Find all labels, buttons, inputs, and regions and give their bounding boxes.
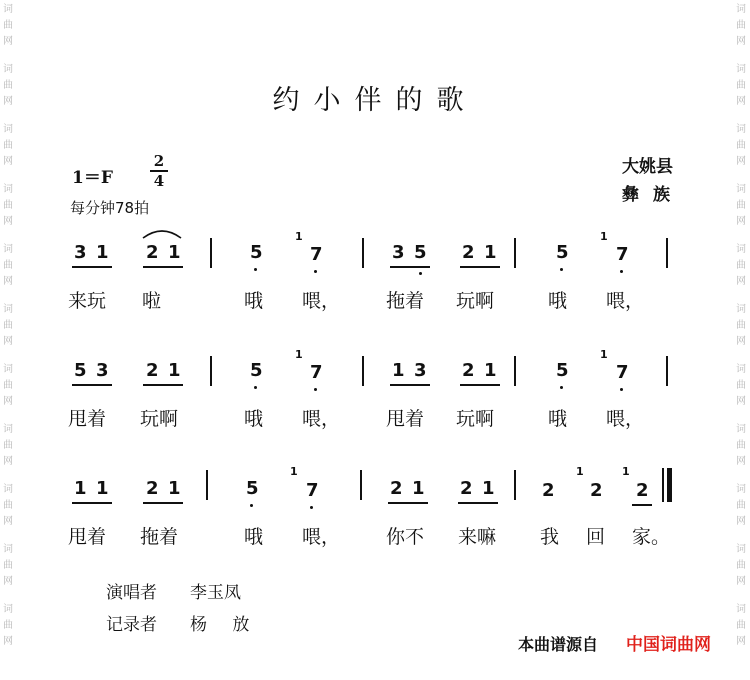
note: 7 xyxy=(310,362,323,383)
low-octave-dot xyxy=(254,268,257,271)
note: 2 xyxy=(460,478,473,499)
song-title: 约小伴的歌 xyxy=(272,85,478,116)
lyric: 喂， xyxy=(606,408,645,430)
note: 1 xyxy=(96,242,109,263)
note: 1 xyxy=(412,478,425,499)
watermark-stamp: 词曲网 xyxy=(736,244,746,287)
lyric: 甩着 xyxy=(68,408,107,430)
note: 2 xyxy=(542,480,555,501)
underline xyxy=(72,266,112,268)
note: 5 xyxy=(246,478,259,499)
underline xyxy=(390,384,430,386)
recorder-name: 杨 放 xyxy=(190,615,260,635)
lyric: 喂， xyxy=(606,290,645,312)
lyric: 我 xyxy=(540,526,560,548)
note: 1 xyxy=(168,478,181,499)
lyric: 你不 xyxy=(386,526,425,548)
watermark-stamp: 词曲网 xyxy=(3,604,13,647)
watermark-stamp: 词曲网 xyxy=(736,364,746,407)
low-octave-dot xyxy=(560,386,563,389)
note: 2 xyxy=(390,478,403,499)
underline xyxy=(143,502,183,504)
watermark-stamp: 词曲网 xyxy=(736,544,746,587)
underline xyxy=(632,504,652,506)
watermark-stamp: 词曲网 xyxy=(3,64,13,107)
watermark-stamp: 词曲网 xyxy=(736,424,746,467)
barline xyxy=(666,238,668,268)
note: 5 xyxy=(414,242,427,263)
note: 3 xyxy=(414,360,427,381)
note: 5 xyxy=(250,360,263,381)
watermark-stamp: 词曲网 xyxy=(736,4,746,47)
watermark-stamp: 词曲网 xyxy=(3,364,13,407)
lyric: 哦 xyxy=(244,408,264,430)
grace-note: 1 xyxy=(295,348,303,361)
time-signature-top: 2 xyxy=(153,152,165,170)
watermark-stamp: 词曲网 xyxy=(736,124,746,167)
watermark-stamp: 词曲网 xyxy=(736,484,746,527)
note: 1 xyxy=(484,360,497,381)
note: 2 xyxy=(146,360,159,381)
note: 2 xyxy=(462,242,475,263)
lyric: 玩啊 xyxy=(456,408,495,430)
underline xyxy=(460,384,500,386)
lyric: 哦 xyxy=(244,526,264,548)
lyric: 玩啊 xyxy=(456,290,495,312)
note: 5 xyxy=(556,242,569,263)
barline xyxy=(362,238,364,268)
key-signature: 1＝F xyxy=(72,168,113,188)
note: 1 xyxy=(74,478,87,499)
note: 1 xyxy=(484,242,497,263)
lyric: 甩着 xyxy=(68,526,107,548)
lyric: 来嘛 xyxy=(458,526,497,548)
lyric: 哦 xyxy=(548,408,568,430)
barline xyxy=(514,356,516,386)
note: 5 xyxy=(74,360,87,381)
lyric: 喂， xyxy=(302,526,341,548)
grace-note: 1 xyxy=(600,230,608,243)
note: 3 xyxy=(74,242,87,263)
grace-note: 1 xyxy=(622,465,630,478)
final-barline-thin xyxy=(662,468,664,502)
watermark-stamp: 词曲网 xyxy=(736,304,746,347)
lyric: 拖着 xyxy=(386,290,425,312)
barline xyxy=(210,356,212,386)
barline xyxy=(360,470,362,500)
lyric: 哦 xyxy=(244,290,264,312)
note: 5 xyxy=(250,242,263,263)
source-prefix: 本曲谱源自 xyxy=(518,635,599,654)
watermark-stamp: 词曲网 xyxy=(3,4,13,47)
final-barline-thick xyxy=(667,468,672,502)
note: 1 xyxy=(482,478,495,499)
recorder-label: 记录者 xyxy=(106,615,157,635)
barline xyxy=(206,470,208,500)
barline xyxy=(210,238,212,268)
lyric: 哦 xyxy=(548,290,568,312)
watermark-stamp: 词曲网 xyxy=(736,184,746,227)
lyric: 啦 xyxy=(142,290,162,312)
note: 2 xyxy=(636,480,649,501)
note: 5 xyxy=(556,360,569,381)
barline xyxy=(514,470,516,500)
watermark-stamp: 词曲网 xyxy=(3,424,13,467)
low-octave-dot xyxy=(620,270,623,273)
grace-note: 1 xyxy=(600,348,608,361)
note: 1 xyxy=(96,478,109,499)
watermark-stamp: 词曲网 xyxy=(3,484,13,527)
low-octave-dot xyxy=(254,386,257,389)
lyric: 拖着 xyxy=(140,526,179,548)
barline xyxy=(666,356,668,386)
source-site-link[interactable]: 中国词曲网 xyxy=(626,635,711,655)
underline xyxy=(72,384,112,386)
watermark-stamp: 词曲网 xyxy=(736,604,746,647)
grace-note: 1 xyxy=(295,230,303,243)
lyric: 家。 xyxy=(632,526,671,548)
note: 1 xyxy=(168,360,181,381)
low-octave-dot xyxy=(560,268,563,271)
low-octave-dot xyxy=(314,270,317,273)
note: 2 xyxy=(146,478,159,499)
lyric: 喂， xyxy=(302,408,341,430)
low-octave-dot xyxy=(310,506,313,509)
lyric: 喂， xyxy=(302,290,341,312)
barline xyxy=(514,238,516,268)
low-octave-dot xyxy=(250,504,253,507)
grace-note: 1 xyxy=(576,465,584,478)
tempo-marking: 每分钟78拍 xyxy=(70,199,150,217)
note: 3 xyxy=(96,360,109,381)
underline xyxy=(143,266,183,268)
underline xyxy=(460,266,500,268)
watermark-stamp: 词曲网 xyxy=(3,184,13,227)
underline xyxy=(72,502,112,504)
note: 3 xyxy=(392,242,405,263)
watermark-stamp: 词曲网 xyxy=(3,544,13,587)
lyric: 玩啊 xyxy=(140,408,179,430)
note: 2 xyxy=(146,242,159,263)
note: 7 xyxy=(616,244,629,265)
underline xyxy=(388,502,428,504)
note: 7 xyxy=(310,244,323,265)
note: 1 xyxy=(168,242,181,263)
barline xyxy=(362,356,364,386)
time-signature xyxy=(150,153,168,189)
singer-label: 演唱者 xyxy=(106,583,157,603)
grace-note: 1 xyxy=(290,465,298,478)
region-label: 大姚县 xyxy=(622,157,673,177)
low-octave-dot xyxy=(620,388,623,391)
lyric: 回 xyxy=(586,526,606,548)
note: 2 xyxy=(590,480,603,501)
underline xyxy=(390,266,430,268)
ethnic-label: 彝族 xyxy=(622,185,684,205)
slur-mark xyxy=(140,226,184,240)
lyric: 来玩 xyxy=(68,290,107,312)
note: 2 xyxy=(462,360,475,381)
watermark-stamp: 词曲网 xyxy=(3,124,13,167)
watermark-stamp: 词曲网 xyxy=(3,304,13,347)
low-octave-dot xyxy=(419,272,422,275)
watermark-stamp: 词曲网 xyxy=(736,64,746,107)
underline xyxy=(143,384,183,386)
time-signature-bottom: 4 xyxy=(153,172,165,190)
singer-name: 李玉凤 xyxy=(190,583,241,603)
low-octave-dot xyxy=(314,388,317,391)
lyric: 甩着 xyxy=(386,408,425,430)
note: 1 xyxy=(392,360,405,381)
note: 7 xyxy=(616,362,629,383)
underline xyxy=(458,502,498,504)
watermark-stamp: 词曲网 xyxy=(3,244,13,287)
note: 7 xyxy=(306,480,319,501)
